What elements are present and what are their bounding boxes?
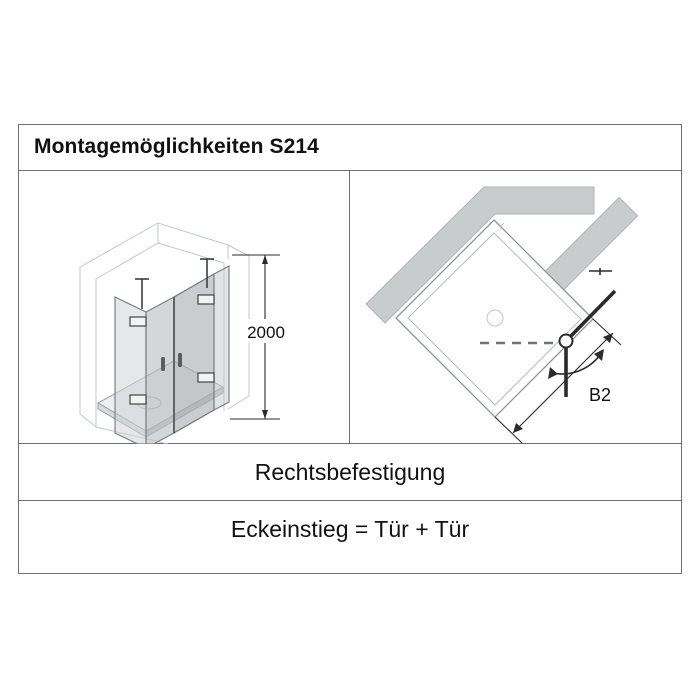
- perspective-drawing: [18, 171, 350, 444]
- panels-container: [18, 171, 682, 444]
- panel-floorplan: [350, 171, 682, 444]
- caption-row-mounting: [18, 444, 682, 501]
- diagram-sheet: [18, 124, 682, 574]
- page-title: Montagemöglichkeiten S214: [34, 135, 319, 158]
- glass-door-left: [146, 297, 174, 444]
- floorplan-drawing: [350, 171, 681, 444]
- hinge-pivot-icon: [560, 335, 573, 348]
- caption-mounting: Rechtsbefestigung: [254, 458, 446, 485]
- title-bar: [18, 124, 682, 171]
- caption-row-entry: [18, 501, 682, 558]
- caption-entry: Eckeinstieg = Tür + Tür: [230, 516, 470, 542]
- dimension-height-label: 2000: [247, 323, 285, 342]
- glass-panel-right: [214, 266, 229, 410]
- dimension-b2-label: B2: [588, 385, 612, 405]
- wall-profile: [589, 268, 612, 275]
- panel-perspective: [18, 171, 350, 444]
